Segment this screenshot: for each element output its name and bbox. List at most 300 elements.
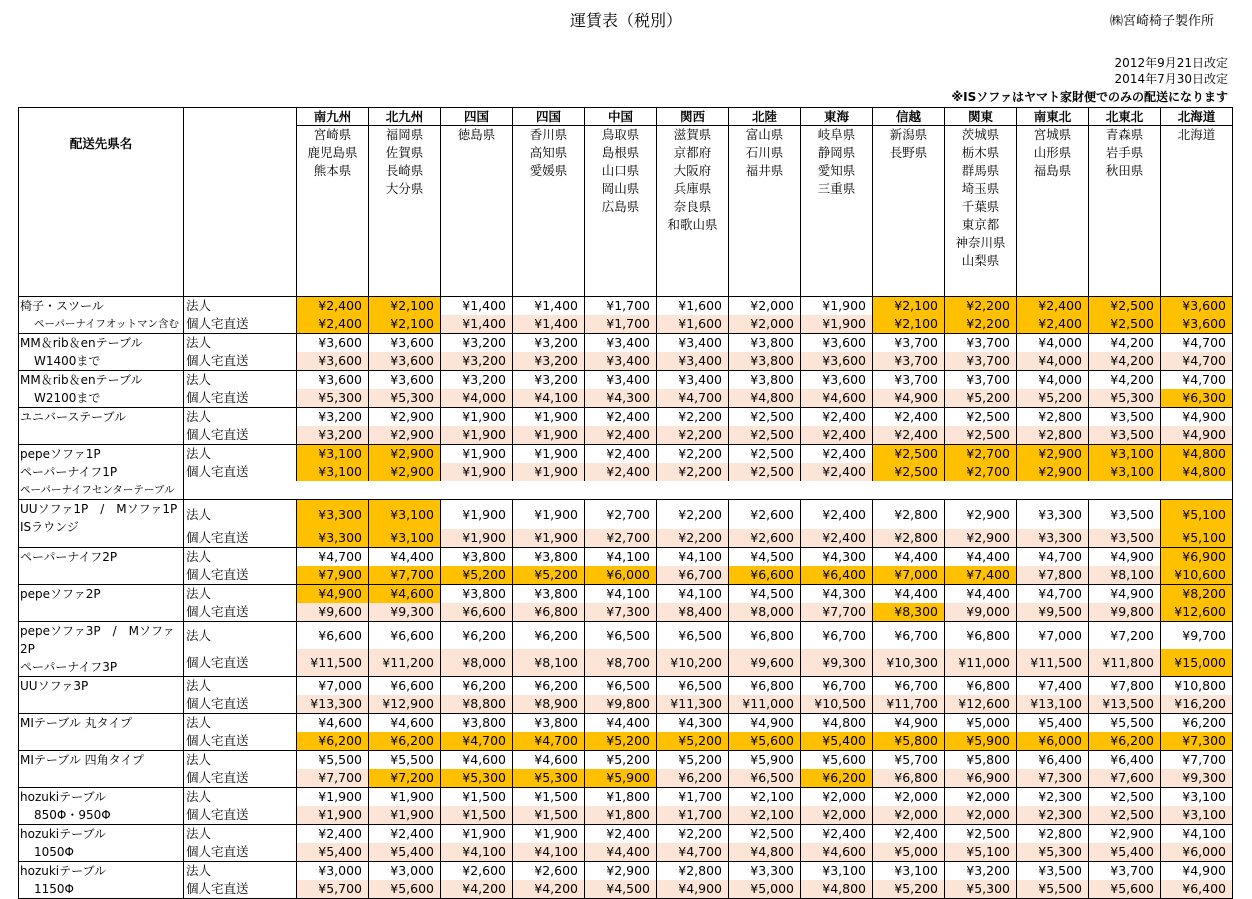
rate-cell: ¥2,400	[801, 408, 873, 427]
rate-cell: ¥4,100	[657, 585, 729, 604]
prefecture-name: 奈良県	[673, 199, 712, 214]
rate-cell: ¥3,400	[657, 334, 729, 353]
rate-cell: ¥1,700	[585, 315, 657, 334]
rate-cell: ¥4,700	[1161, 352, 1233, 371]
rate-cell: ¥3,800	[729, 371, 801, 390]
prefecture-name: 山梨県	[961, 253, 1000, 268]
rate-cell: ¥4,300	[585, 389, 657, 408]
product-name: hozukiテーブル	[20, 864, 107, 878]
rate-cell: ¥6,800	[873, 769, 945, 788]
rate-cell: ¥5,200	[945, 389, 1017, 408]
revision-date-1: 2012年9月21日改定	[1114, 56, 1228, 70]
rate-cell: ¥7,300	[1161, 732, 1233, 751]
rate-cell: ¥5,600	[801, 751, 873, 770]
prefecture-name: 栃木県	[961, 145, 1000, 160]
customer-type-label: 個人宅直送	[184, 463, 297, 481]
rate-cell: ¥2,500	[945, 825, 1017, 844]
rate-cell: ¥1,500	[513, 788, 585, 807]
rate-cell: ¥2,200	[657, 529, 729, 548]
rate-cell: ¥8,900	[513, 695, 585, 714]
product-name: hozukiテーブル	[20, 827, 107, 841]
rate-cell: ¥2,400	[801, 500, 873, 530]
rate-cell: ¥4,100	[1161, 825, 1233, 844]
region-header: 中国	[585, 108, 657, 126]
rate-cell: ¥2,400	[585, 408, 657, 427]
rate-cell: ¥3,600	[369, 371, 441, 390]
rate-cell: ¥4,700	[657, 389, 729, 408]
rate-cell: ¥2,400	[297, 315, 369, 334]
rate-cell: ¥6,600	[369, 677, 441, 696]
table-row	[19, 566, 1233, 585]
rate-cell: ¥7,700	[369, 566, 441, 585]
rate-cell: ¥4,600	[297, 714, 369, 733]
customer-type-label: 個人宅直送	[184, 529, 297, 548]
rate-cell: ¥7,000	[1017, 622, 1089, 650]
rate-cell: ¥1,900	[801, 297, 873, 316]
table-row	[19, 751, 1233, 770]
customer-type-label: 個人宅直送	[184, 426, 297, 445]
product-name-cell	[19, 677, 184, 714]
rate-cell: ¥4,300	[801, 548, 873, 567]
rate-cell: ¥6,600	[369, 622, 441, 650]
rate-cell: ¥5,900	[585, 769, 657, 788]
table-row-spacer	[19, 481, 1233, 500]
revision-date-2: 2014年7月30日改定	[1114, 72, 1228, 86]
rate-cell: ¥2,400	[801, 463, 873, 481]
rate-cell: ¥5,900	[945, 732, 1017, 751]
product-name-cell	[19, 500, 184, 548]
rate-cell: ¥2,300	[1017, 788, 1089, 807]
rate-cell: ¥3,300	[1017, 500, 1089, 530]
prefecture-name: 茨城県	[961, 127, 1000, 142]
region-header: 北海道	[1161, 108, 1233, 126]
table-row	[19, 548, 1233, 567]
prefecture-cell	[657, 126, 729, 297]
prefecture-cell	[729, 126, 801, 297]
table-row	[19, 714, 1233, 733]
rate-cell: ¥2,500	[729, 426, 801, 445]
rate-cell: ¥3,700	[945, 352, 1017, 371]
rate-cell: ¥8,200	[1161, 585, 1233, 604]
rate-cell: ¥4,400	[369, 548, 441, 567]
customer-type-label: 法人	[184, 408, 297, 427]
rate-cell: ¥2,500	[1089, 297, 1161, 316]
rate-cell: ¥1,800	[585, 788, 657, 807]
product-name: ISラウンジ	[20, 520, 79, 534]
rate-cell: ¥3,700	[945, 371, 1017, 390]
rate-cell: ¥1,900	[369, 788, 441, 807]
rate-cell: ¥13,300	[297, 695, 369, 714]
region-header: 関東	[945, 108, 1017, 126]
prefecture-name: 高知県	[529, 145, 568, 160]
product-name: 椅子・スツール	[20, 299, 104, 313]
rate-cell: ¥6,700	[873, 622, 945, 650]
rate-cell: ¥3,700	[1089, 862, 1161, 881]
rate-cell: ¥6,600	[441, 603, 513, 622]
customer-type-label: 個人宅直送	[184, 315, 297, 334]
rate-cell: ¥6,800	[945, 622, 1017, 650]
rate-cell: ¥6,200	[369, 732, 441, 751]
table-row	[19, 843, 1233, 862]
rate-cell: ¥3,100	[1089, 463, 1161, 481]
rate-cell: ¥5,900	[729, 751, 801, 770]
table-row	[19, 825, 1233, 844]
product-name: hozukiテーブル	[20, 790, 107, 804]
rate-cell: ¥1,900	[441, 463, 513, 481]
customer-type-label: 個人宅直送	[184, 806, 297, 825]
region-header: 南東北	[1017, 108, 1089, 126]
rate-cell: ¥5,200	[513, 566, 585, 585]
rate-cell: ¥11,500	[297, 649, 369, 677]
rate-cell: ¥6,800	[729, 677, 801, 696]
rate-cell: ¥4,200	[1089, 352, 1161, 371]
rate-cell: ¥6,200	[441, 677, 513, 696]
rate-cell: ¥13,500	[1089, 695, 1161, 714]
product-name: pepeソファ3P / Mソファ2P	[20, 624, 175, 656]
prefecture-name: 愛知県	[817, 163, 856, 178]
rate-cell: ¥3,300	[729, 862, 801, 881]
region-header: 北九州	[369, 108, 441, 126]
rate-cell: ¥1,500	[441, 788, 513, 807]
prefecture-name: 三重県	[817, 181, 856, 196]
rate-cell: ¥8,300	[873, 603, 945, 622]
rate-cell: ¥9,700	[1161, 622, 1233, 650]
rate-cell: ¥3,100	[297, 463, 369, 481]
rate-cell: ¥2,700	[585, 500, 657, 530]
rate-cell: ¥4,400	[873, 585, 945, 604]
rate-cell: ¥10,800	[1161, 677, 1233, 696]
prefecture-cell	[1017, 126, 1089, 297]
rate-cell: ¥6,000	[1017, 732, 1089, 751]
rate-cell: ¥9,300	[801, 649, 873, 677]
rate-cell: ¥5,400	[801, 732, 873, 751]
rate-cell: ¥4,300	[801, 585, 873, 604]
table-row	[19, 769, 1233, 788]
rate-cell: ¥2,700	[945, 463, 1017, 481]
customer-type-label: 法人	[184, 500, 297, 530]
rate-cell: ¥3,800	[729, 334, 801, 353]
rate-cell: ¥4,500	[729, 585, 801, 604]
rate-cell: ¥4,000	[441, 389, 513, 408]
table-row	[19, 389, 1233, 408]
rate-cell: ¥6,700	[801, 622, 873, 650]
rate-cell: ¥3,200	[513, 371, 585, 390]
rate-cell: ¥3,400	[657, 371, 729, 390]
rate-cell: ¥6,400	[1161, 880, 1233, 899]
customer-type-label: 個人宅直送	[184, 352, 297, 371]
rate-cell: ¥3,200	[297, 426, 369, 445]
customer-type-label: 法人	[184, 334, 297, 353]
rate-cell: ¥1,900	[513, 463, 585, 481]
table-row	[19, 500, 1233, 530]
rate-cell: ¥4,900	[297, 585, 369, 604]
destination-label: 配送先県名	[19, 108, 184, 297]
product-name: MM＆rib＆enテーブル	[20, 336, 143, 350]
prefecture-name: 愛媛県	[529, 163, 568, 178]
rate-cell: ¥7,200	[369, 769, 441, 788]
rate-cell: ¥2,900	[945, 529, 1017, 548]
rate-cell: ¥10,600	[1161, 566, 1233, 585]
prefecture-name: 北海道	[1177, 127, 1216, 142]
rate-cell: ¥3,600	[1161, 315, 1233, 334]
rate-cell: ¥8,400	[657, 603, 729, 622]
rate-cell: ¥3,800	[441, 585, 513, 604]
rate-cell: ¥3,800	[729, 352, 801, 371]
rate-cell: ¥5,300	[1089, 389, 1161, 408]
rate-cell: ¥4,700	[297, 548, 369, 567]
rate-cell: ¥2,200	[945, 315, 1017, 334]
customer-type-label: 個人宅直送	[184, 695, 297, 714]
customer-type-label: 法人	[184, 548, 297, 567]
rate-cell: ¥7,700	[801, 603, 873, 622]
rate-cell: ¥7,400	[1017, 677, 1089, 696]
product-name-cell	[19, 334, 184, 371]
region-header-row	[19, 108, 1233, 126]
rate-cell: ¥5,500	[297, 751, 369, 770]
rate-cell: ¥4,000	[1017, 334, 1089, 353]
rate-cell: ¥7,600	[1089, 769, 1161, 788]
product-name: MIテーブル 丸タイプ	[20, 716, 133, 730]
rate-cell: ¥1,900	[441, 825, 513, 844]
rate-cell: ¥3,200	[513, 352, 585, 371]
rate-cell: ¥6,600	[729, 566, 801, 585]
rate-cell: ¥3,300	[1017, 529, 1089, 548]
spacer-cell	[184, 481, 1233, 500]
customer-type-label: 法人	[184, 445, 297, 464]
rate-cell: ¥5,500	[1089, 714, 1161, 733]
prefecture-name: 大阪府	[673, 163, 712, 178]
table-row	[19, 463, 1233, 481]
rate-cell: ¥4,600	[513, 751, 585, 770]
rate-cell: ¥3,700	[945, 334, 1017, 353]
rate-cell: ¥3,100	[369, 500, 441, 530]
rate-cell: ¥7,300	[585, 603, 657, 622]
product-name-cell	[19, 788, 184, 825]
company-name: ㈱宮崎椅子製作所	[1109, 14, 1214, 29]
region-header: 北東北	[1089, 108, 1161, 126]
rate-cell: ¥3,100	[873, 862, 945, 881]
rate-cell: ¥1,900	[513, 445, 585, 464]
shipping-note: ※ISソファはヤマト家財便でのみの配送になります	[951, 90, 1228, 104]
customer-type-label: 法人	[184, 585, 297, 604]
rate-cell: ¥9,300	[369, 603, 441, 622]
rate-cell: ¥3,400	[585, 334, 657, 353]
rate-cell: ¥6,200	[657, 769, 729, 788]
rate-cell: ¥2,400	[801, 445, 873, 464]
rate-cell: ¥6,500	[657, 622, 729, 650]
rate-cell: ¥4,900	[1161, 862, 1233, 881]
table-row	[19, 371, 1233, 390]
rate-cell: ¥2,400	[369, 825, 441, 844]
prefecture-name: 埼玉県	[961, 181, 1000, 196]
rate-cell: ¥6,800	[513, 603, 585, 622]
rate-cell: ¥2,000	[945, 806, 1017, 825]
customer-type-label: 個人宅直送	[184, 603, 297, 622]
product-name-cell	[19, 297, 184, 334]
rate-cell: ¥5,100	[945, 843, 1017, 862]
product-name: UUソファ1P / Mソファ1P	[20, 502, 178, 516]
rate-cell: ¥7,300	[1017, 769, 1089, 788]
rate-cell: ¥7,900	[297, 566, 369, 585]
rate-cell: ¥3,500	[1089, 408, 1161, 427]
rate-cell: ¥1,500	[441, 806, 513, 825]
rate-cell: ¥3,100	[801, 862, 873, 881]
prefecture-name: 長野県	[889, 145, 928, 160]
customer-type-label: 個人宅直送	[184, 769, 297, 788]
rate-cell: ¥2,200	[657, 463, 729, 481]
rate-cell: ¥2,400	[585, 463, 657, 481]
rate-cell: ¥2,500	[729, 463, 801, 481]
rate-cell: ¥4,600	[441, 751, 513, 770]
table-row	[19, 732, 1233, 751]
rate-cell: ¥5,300	[945, 880, 1017, 899]
product-name: MIテーブル 四角タイプ	[20, 753, 145, 767]
rate-cell: ¥5,100	[1161, 500, 1233, 530]
rate-cell: ¥12,600	[945, 695, 1017, 714]
product-name: ユニバーステーブル	[20, 410, 127, 424]
rate-cell: ¥3,300	[297, 529, 369, 548]
region-header: 南九州	[297, 108, 369, 126]
rate-cell: ¥3,100	[369, 529, 441, 548]
rate-cell: ¥10,300	[873, 649, 945, 677]
prefecture-cell	[1161, 126, 1233, 297]
rate-cell: ¥5,400	[1089, 843, 1161, 862]
product-name: ペーパーナイフ1P	[20, 465, 118, 479]
customer-type-label: 個人宅直送	[184, 566, 297, 585]
rate-cell: ¥5,300	[369, 389, 441, 408]
rate-cell: ¥1,900	[513, 500, 585, 530]
rate-cell: ¥9,500	[1017, 603, 1089, 622]
rate-cell: ¥3,600	[297, 352, 369, 371]
rate-cell: ¥6,300	[1161, 389, 1233, 408]
rate-cell: ¥4,700	[1017, 548, 1089, 567]
rate-cell: ¥1,900	[441, 500, 513, 530]
rate-cell: ¥5,000	[945, 714, 1017, 733]
rate-cell: ¥7,000	[297, 677, 369, 696]
rate-cell: ¥2,500	[945, 426, 1017, 445]
rate-cell: ¥2,000	[801, 806, 873, 825]
rate-cell: ¥3,400	[657, 352, 729, 371]
rate-cell: ¥6,000	[1161, 843, 1233, 862]
rate-cell: ¥6,500	[585, 622, 657, 650]
rate-cell: ¥4,100	[513, 843, 585, 862]
rate-cell: ¥1,900	[513, 426, 585, 445]
rate-cell: ¥5,300	[513, 769, 585, 788]
prefecture-name: 石川県	[745, 145, 784, 160]
prefecture-name: 新潟県	[889, 127, 928, 142]
rate-cell: ¥2,000	[945, 788, 1017, 807]
rate-cell: ¥5,500	[369, 751, 441, 770]
rate-cell: ¥2,800	[1017, 426, 1089, 445]
rate-cell: ¥2,400	[297, 825, 369, 844]
page-title: 運賃表（税別）	[569, 11, 682, 30]
rate-cell: ¥2,500	[873, 445, 945, 464]
prefecture-name: 山形県	[1033, 145, 1072, 160]
rate-cell: ¥3,200	[945, 862, 1017, 881]
rate-cell: ¥5,200	[585, 751, 657, 770]
rate-cell: ¥7,700	[297, 769, 369, 788]
rate-cell: ¥3,600	[297, 371, 369, 390]
rate-cell: ¥3,700	[873, 371, 945, 390]
rate-cell: ¥1,900	[513, 529, 585, 548]
rate-cell: ¥2,100	[729, 806, 801, 825]
rate-cell: ¥5,200	[585, 732, 657, 751]
rate-cell: ¥2,200	[657, 408, 729, 427]
rate-cell: ¥3,200	[441, 352, 513, 371]
rate-cell: ¥3,800	[441, 714, 513, 733]
rate-cell: ¥2,900	[369, 463, 441, 481]
rate-cell: ¥2,000	[873, 806, 945, 825]
rate-cell: ¥2,500	[1089, 315, 1161, 334]
rate-cell: ¥2,100	[873, 315, 945, 334]
rate-cell: ¥2,300	[1017, 806, 1089, 825]
rate-cell: ¥2,600	[441, 862, 513, 881]
prefecture-name: 香川県	[529, 127, 568, 142]
rate-cell: ¥2,900	[369, 426, 441, 445]
prefecture-name: 和歌山県	[667, 217, 718, 232]
rate-cell: ¥3,400	[585, 352, 657, 371]
table-row	[19, 352, 1233, 371]
product-name-cell	[19, 548, 184, 585]
rate-cell: ¥1,700	[585, 297, 657, 316]
rate-cell: ¥1,700	[657, 788, 729, 807]
rate-cell: ¥9,600	[297, 603, 369, 622]
rate-cell: ¥4,100	[441, 843, 513, 862]
rate-cell: ¥3,200	[441, 334, 513, 353]
rate-cell: ¥1,900	[441, 529, 513, 548]
customer-type-label: 個人宅直送	[184, 843, 297, 862]
prefecture-name: 群馬県	[961, 163, 1000, 178]
rate-cell: ¥5,600	[369, 880, 441, 899]
rate-cell: ¥2,400	[1017, 315, 1089, 334]
rate-cell: ¥3,700	[873, 334, 945, 353]
rate-cell: ¥2,000	[729, 315, 801, 334]
product-name-cell	[19, 371, 184, 408]
rate-cell: ¥6,200	[513, 622, 585, 650]
prefecture-name: 宮城県	[1033, 127, 1072, 142]
region-header: 北陸	[729, 108, 801, 126]
rate-cell: ¥1,400	[513, 315, 585, 334]
rate-cell: ¥3,100	[1161, 788, 1233, 807]
rate-cell: ¥10,200	[657, 649, 729, 677]
table-row	[19, 603, 1233, 622]
rate-cell: ¥2,200	[945, 297, 1017, 316]
customer-type-label: 法人	[184, 677, 297, 696]
prefecture-name: 千葉県	[961, 199, 1000, 214]
product-name: W2100まで	[34, 391, 101, 405]
rate-cell: ¥3,600	[369, 352, 441, 371]
table-row	[19, 334, 1233, 353]
region-header: 東海	[801, 108, 873, 126]
rate-cell: ¥4,700	[1161, 371, 1233, 390]
rate-cell: ¥6,200	[441, 622, 513, 650]
rate-cell: ¥1,900	[297, 788, 369, 807]
rate-cell: ¥2,400	[801, 529, 873, 548]
rate-cell: ¥9,600	[729, 649, 801, 677]
rate-cell: ¥8,700	[585, 649, 657, 677]
prefecture-name: 福井県	[745, 163, 784, 178]
rate-cell: ¥4,800	[801, 714, 873, 733]
prefecture-name: 徳島県	[457, 127, 496, 142]
rate-cell: ¥7,200	[1089, 622, 1161, 650]
rate-cell: ¥9,000	[945, 603, 1017, 622]
rate-cell: ¥4,600	[369, 714, 441, 733]
prefecture-name: 鹿児島県	[307, 145, 358, 160]
prefecture-name: 福島県	[1033, 163, 1072, 178]
rate-cell: ¥3,200	[513, 334, 585, 353]
prefecture-name: 佐賀県	[385, 145, 424, 160]
rate-cell: ¥6,400	[1017, 751, 1089, 770]
